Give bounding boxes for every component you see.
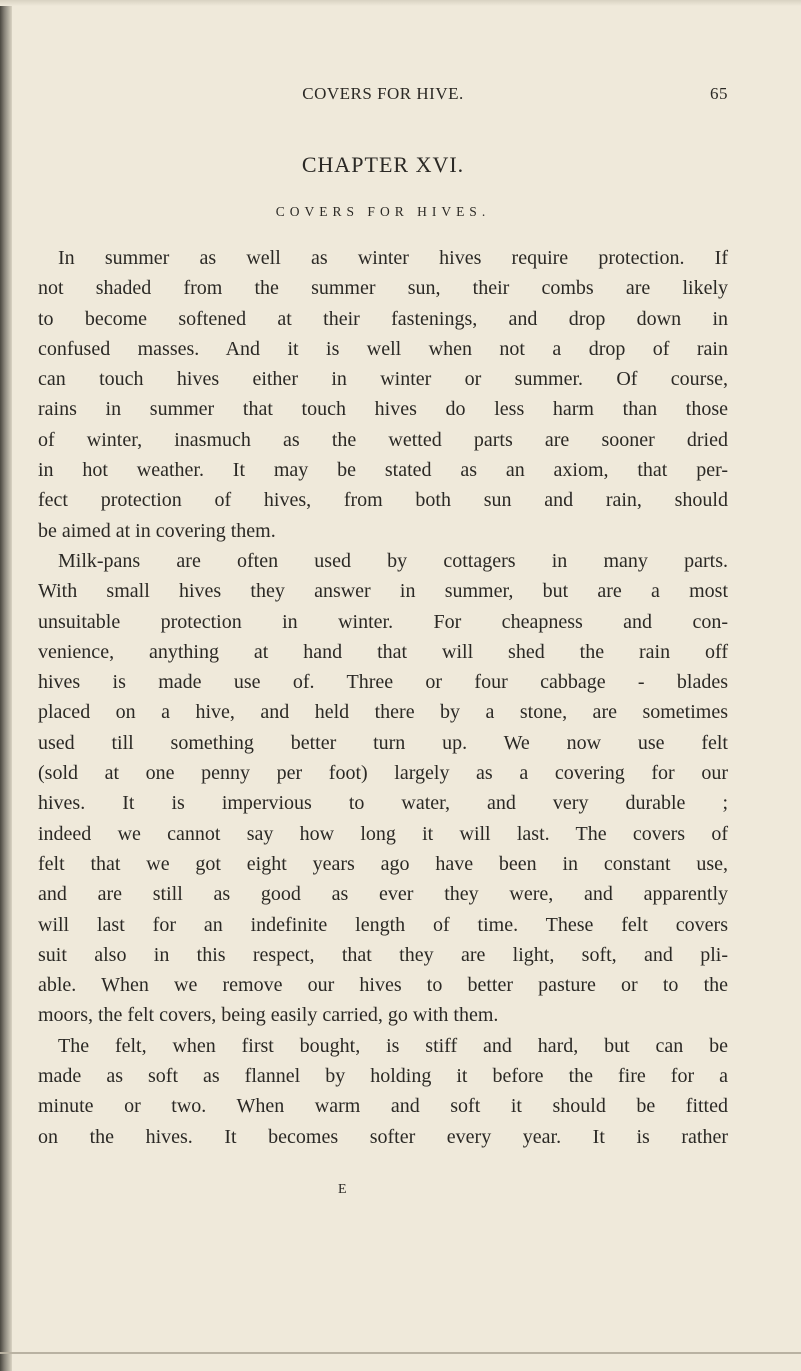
text-line: be aimed at in covering them. [38, 519, 276, 542]
text-line: will last for an indefinite length of time. These felt covers [38, 913, 728, 936]
text-line: and are still as good as ever they were, and apparently [38, 883, 728, 906]
book-page [38, 84, 728, 1152]
paragraph-1 [38, 243, 728, 546]
page-bottom-edge [0, 1352, 801, 1354]
running-head [38, 84, 728, 112]
text-line: (sold at one penny per foot) largely as a covering for our [38, 762, 728, 785]
text-line: The felt, when first bought, is stiff and hard, but can be [58, 1034, 728, 1057]
text-line: With small hives they answer in summer, but are a most [38, 580, 728, 603]
running-head-title: COVERS FOR HIVE. [302, 84, 464, 103]
text-line: of winter, inasmuch as the wetted parts are sooner dried [38, 428, 728, 451]
page-top-edge [0, 0, 801, 6]
signature-mark: E [338, 1182, 347, 1197]
text-line: suit also in this respect, that they are light, soft, and pli- [38, 943, 728, 966]
text-line: on the hives. It becomes softer every year. It is rather [38, 1125, 728, 1148]
text-line: can touch hives either in winter or summer. Of course, [38, 368, 728, 391]
text-line: venience, anything at hand that will shed the rain off [38, 640, 728, 663]
text-line: felt that we got eight years ago have been in constant use, [38, 852, 728, 875]
text-line: made as soft as flannel by holding it before the fire for a [38, 1065, 728, 1088]
text-line: Milk-pans are often used by cottagers in many parts. [58, 549, 728, 572]
text-line: moors, the felt covers, being easily carried, go with them. [38, 1004, 499, 1027]
text-line: confused masses. And it is well when not a drop of rain [38, 337, 728, 360]
text-line: able. When we remove our hives to better pasture or to the [38, 974, 728, 997]
page-number: 65 [710, 84, 728, 103]
paragraph-3 [38, 1031, 728, 1152]
text-line: hives is made use of. Three or four cabbage - blades [38, 671, 728, 694]
paragraph-2 [38, 546, 728, 1031]
text-line: rains in summer that touch hives do less harm than those [38, 398, 728, 421]
body-text [38, 243, 728, 1152]
text-line: In summer as well as winter hives require protection. If [58, 247, 728, 269]
text-line: used till something better turn up. We now use felt [38, 731, 728, 754]
text-line: to become softened at their fastenings, and drop down in [38, 307, 728, 330]
chapter-subtitle: COVERS FOR HIVES. [275, 204, 491, 219]
text-line: hives. It is impervious to water, and very durable ; [38, 792, 728, 815]
text-line: fect protection of hives, from both sun and rain, should [38, 489, 728, 512]
text-line: not shaded from the summer sun, their combs are likely [38, 277, 728, 300]
text-line: in hot weather. It may be stated as an axiom, that per- [38, 459, 728, 482]
chapter-title: CHAPTER XVI. [301, 152, 465, 177]
text-line: unsuitable protection in winter. For cheapness and con- [38, 610, 728, 633]
text-line: indeed we cannot say how long it will last. The covers of [38, 822, 728, 845]
text-line: minute or two. When warm and soft it should be fitted [38, 1095, 728, 1118]
book-gutter-shadow [0, 0, 12, 1371]
text-line: placed on a hive, and held there by a stone, are sometimes [38, 701, 728, 724]
